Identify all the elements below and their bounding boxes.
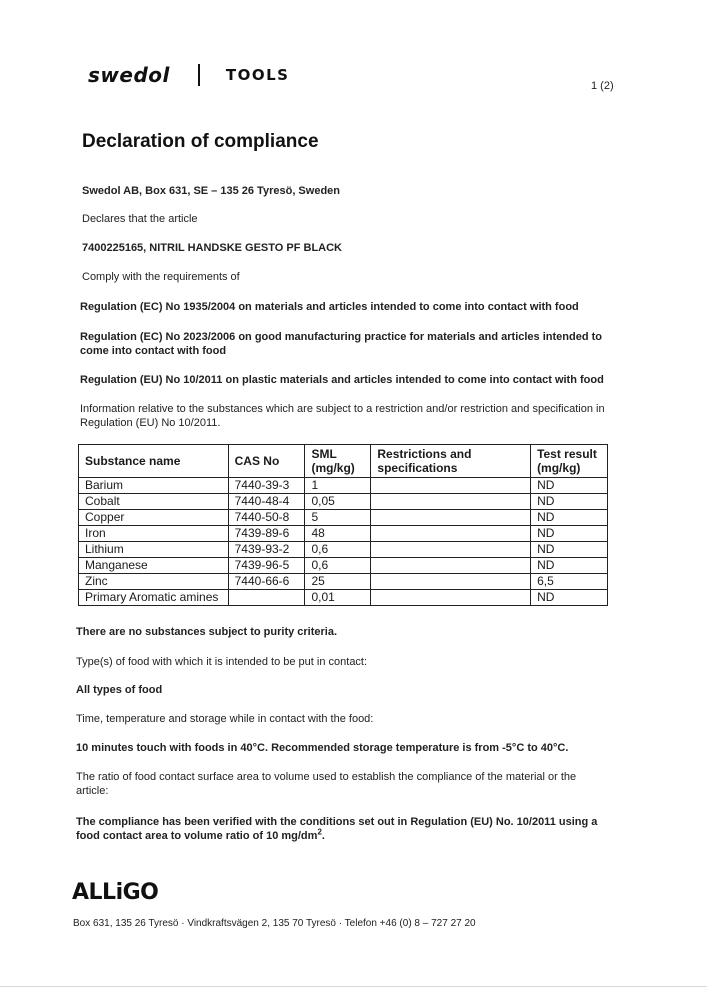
substance-cell: Barium	[79, 478, 229, 494]
cas-cell: 7440-48-4	[228, 494, 305, 510]
table-row	[79, 478, 608, 494]
page-title: Declaration of compliance	[82, 131, 319, 152]
table-row	[79, 558, 608, 574]
substance-cell: Zinc	[79, 574, 229, 590]
superscript-2: 2	[317, 827, 322, 837]
substance-cell: Cobalt	[79, 494, 229, 510]
company-address: Swedol AB, Box 631, SE – 135 26 Tyresö, Sweden	[82, 185, 340, 197]
purity-statement: There are no substances subject to purity criteria.	[76, 626, 338, 638]
cas-cell: 7440-39-3	[228, 478, 305, 494]
result-cell: ND	[531, 494, 608, 510]
substance-cell: Lithium	[79, 542, 229, 558]
restrictions-cell	[371, 590, 531, 606]
tools-label: TOOLS	[225, 66, 290, 84]
letterhead	[88, 60, 289, 90]
table-row	[79, 590, 608, 606]
sml-cell: 0,6	[305, 558, 371, 574]
substance-cell: Manganese	[79, 558, 229, 574]
info-text: Information relative to the substances which are subject to a restriction and/or restriction and specification in Regulation (EU) No 10/2011.	[80, 403, 605, 429]
ratio-label: The ratio of food contact surface area to volume used to establish the compliance of the material or the article:	[76, 771, 577, 797]
restrictions-cell	[371, 494, 531, 510]
header-substance-name: Substance name	[79, 445, 229, 478]
result-cell: ND	[531, 590, 608, 606]
sml-cell: 0,01	[305, 590, 371, 606]
page-number: 1 (2)	[591, 80, 614, 92]
table-row	[79, 542, 608, 558]
result-cell: ND	[531, 558, 608, 574]
cas-cell: 7440-50-8	[228, 510, 305, 526]
alligo-logo: ALLiGO	[72, 880, 159, 905]
regulation-10-2011: Regulation (EU) No 10/2011 on plastic materials and articles intended to come into contact with food	[80, 374, 604, 386]
restrictions-cell	[371, 526, 531, 542]
ratio-value-text: The compliance has been verified with the conditions set out in Regulation (EU) No. 10/2011 using a food contact area to volume ratio of 10 mg/dm	[76, 816, 598, 842]
declares-text: Declares that the article	[82, 213, 198, 225]
header-restrictions: Restrictions and specifications	[371, 445, 531, 478]
page-bottom-edge	[0, 986, 707, 987]
header-divider	[198, 64, 200, 86]
regulation-1935-2004: Regulation (EC) No 1935/2004 on materials and articles intended to come into contact with food	[80, 301, 579, 313]
result-cell: ND	[531, 542, 608, 558]
substance-cell: Iron	[79, 526, 229, 542]
cas-cell: 7440-66-6	[228, 574, 305, 590]
table-row	[79, 526, 608, 542]
footer-address: Box 631, 135 26 Tyresö · Vindkraftsvägen 2, 135 70 Tyresö · Telefon +46 (0) 8 – 727 27 20	[73, 918, 476, 929]
time-temperature-label: Time, temperature and storage while in contact with the food:	[76, 713, 374, 725]
sml-cell: 25	[305, 574, 371, 590]
header-cas-no: CAS No	[228, 445, 305, 478]
ratio-value	[76, 815, 616, 843]
cas-cell	[228, 590, 305, 606]
cas-cell: 7439-96-5	[228, 558, 305, 574]
table-row	[79, 510, 608, 526]
restrictions-cell	[371, 574, 531, 590]
food-type-label: Type(s) of food with which it is intended to be put in contact:	[76, 656, 368, 668]
cas-cell: 7439-89-6	[228, 526, 305, 542]
sml-cell: 5	[305, 510, 371, 526]
restrictions-cell	[371, 478, 531, 494]
regulation-2023-2006: Regulation (EC) No 2023/2006 on good manufacturing practice for materials and articles intended to come into contact with food	[80, 331, 602, 357]
comply-text: Comply with the requirements of	[82, 271, 240, 283]
article-name: 7400225165, NITRIL HANDSKE GESTO PF BLACK	[82, 242, 343, 254]
table-row	[79, 574, 608, 590]
result-cell: ND	[531, 526, 608, 542]
substance-table	[78, 444, 608, 606]
ratio-value-end: .	[321, 830, 325, 842]
table-row	[79, 494, 608, 510]
time-temperature-value: 10 minutes touch with foods in 40°C. Recommended storage temperature is from -5°C to 40°C.	[76, 742, 569, 754]
header-sml: SML (mg/kg)	[305, 445, 371, 478]
food-type-value: All types of food	[76, 684, 163, 696]
restrictions-cell	[371, 558, 531, 574]
sml-cell: 1	[305, 478, 371, 494]
result-cell: ND	[531, 510, 608, 526]
cas-cell: 7439-93-2	[228, 542, 305, 558]
restrictions-cell	[371, 510, 531, 526]
substance-cell: Copper	[79, 510, 229, 526]
sml-cell: 48	[305, 526, 371, 542]
sml-cell: 0,6	[305, 542, 371, 558]
restrictions-cell	[371, 542, 531, 558]
swedol-logo: swedol	[88, 63, 170, 87]
result-cell: ND	[531, 478, 608, 494]
result-cell: 6,5	[531, 574, 608, 590]
substance-cell: Primary Aromatic amines	[79, 590, 229, 606]
table-header-row	[79, 445, 608, 478]
sml-cell: 0,05	[305, 494, 371, 510]
header-test-result: Test result (mg/kg)	[531, 445, 608, 478]
